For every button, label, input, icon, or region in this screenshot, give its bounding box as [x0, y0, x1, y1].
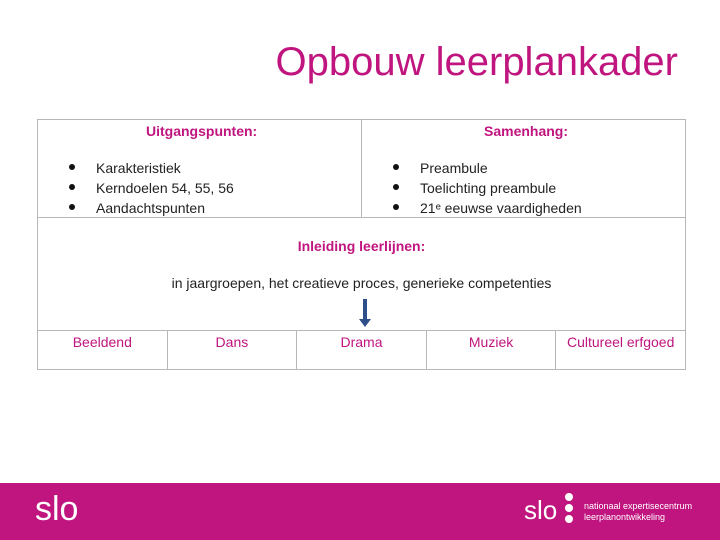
uitgangspunten-cell — [38, 120, 362, 217]
logo-dots-icon — [565, 493, 575, 533]
list-item-text: 21ᵉ eeuwse vaardigheden — [420, 200, 582, 216]
middle-row — [38, 217, 685, 331]
discipline-cultureel-erfgoed: Cultureel erfgoed — [566, 334, 675, 350]
list-item — [420, 198, 582, 218]
slide-title: Opbouw leerplankader — [275, 40, 678, 84]
samenhang-list — [420, 158, 582, 218]
slo-logo: slo — [35, 490, 79, 528]
curriculum-framework-table — [37, 119, 686, 370]
footer-tagline — [584, 501, 704, 523]
inleiding-heading: Inleiding leerlijnen: — [297, 238, 426, 254]
bullet-icon — [69, 184, 75, 190]
down-arrow-icon — [363, 299, 367, 320]
list-item-text: Preambule — [420, 160, 488, 176]
bullet-icon — [393, 164, 399, 170]
uitgangspunten-list — [96, 158, 234, 218]
list-item — [96, 158, 234, 178]
tagline-line-1: nationaal expertisecentrum — [584, 501, 693, 511]
list-item-text: Toelichting preambule — [420, 180, 557, 196]
uitgangspunten-heading: Uitgangspunten: — [146, 123, 258, 139]
list-item-text: Karakteristiek — [96, 160, 181, 176]
tagline-line-2: leerplanontwikkeling — [584, 512, 666, 522]
discipline-dans: Dans — [168, 330, 298, 370]
inleiding-text: in jaargroepen, het creatieve proces, generieke competenties — [171, 275, 552, 291]
bullet-icon — [69, 164, 75, 170]
samenhang-cell — [362, 120, 685, 217]
list-item — [96, 178, 234, 198]
list-item-text: Kerndoelen 54, 55, 56 — [96, 180, 234, 196]
footer-bar — [0, 483, 720, 540]
bullet-icon — [393, 204, 399, 210]
list-item — [420, 178, 582, 198]
list-item — [96, 198, 234, 218]
bullet-icon — [69, 204, 75, 210]
discipline-beeldend: Beeldend — [38, 330, 168, 370]
top-row — [38, 120, 685, 218]
disciplines-row — [38, 330, 685, 370]
list-item — [420, 158, 582, 178]
slo-logo-right: slo — [524, 495, 558, 525]
samenhang-heading: Samenhang: — [484, 123, 569, 139]
list-item-text: Aandachtspunten — [96, 200, 205, 216]
discipline-muziek: Muziek — [427, 330, 557, 370]
discipline-drama: Drama — [297, 330, 427, 370]
bullet-icon — [393, 184, 399, 190]
